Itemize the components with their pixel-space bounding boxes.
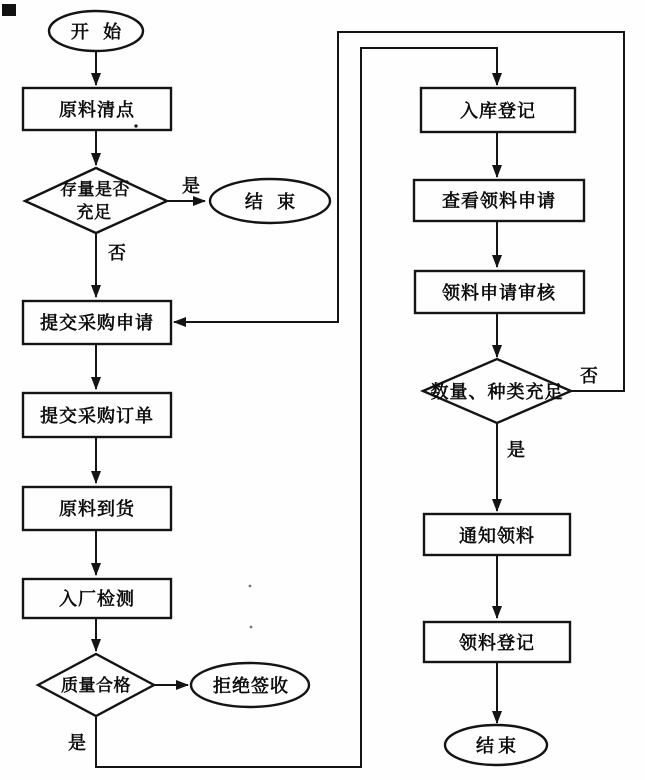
- submit-purchase-request-label: 提交采购申请: [40, 313, 154, 334]
- nodes: [23, 11, 584, 765]
- scan-dot-1: [134, 124, 137, 127]
- factory-inspection-label: 入厂检测: [59, 589, 135, 610]
- material-collection-registration-node: [424, 622, 570, 662]
- quantity-type-sufficient-label: 数量、种类充足: [430, 382, 564, 403]
- scan-dot-2: [249, 585, 252, 588]
- warehouse-registration-node: [421, 88, 575, 132]
- stock-sufficient-label-line1: 存量是否: [60, 180, 130, 200]
- quality-qualified-decision: [38, 654, 154, 716]
- view-material-request-label: 查看领料申请: [442, 191, 556, 212]
- submit-purchase-order-label: 提交采购订单: [40, 406, 154, 427]
- edge-label-quantity-no: 否: [580, 366, 598, 387]
- quality-qualified-label: 质量合格: [61, 676, 131, 696]
- raw-material-inventory-node: [23, 88, 171, 130]
- warehouse-registration-label: 入库登记: [460, 101, 536, 122]
- stock-sufficient-diamond: [25, 168, 167, 233]
- notify-material-collection-node: [424, 514, 570, 555]
- raw-material-arrival-label: 原料到货: [59, 499, 135, 520]
- quantity-type-sufficient-decision: [423, 359, 571, 423]
- edge-label-quality-yes: 是: [68, 733, 86, 754]
- refuse-receipt-label: 拒绝签收: [213, 676, 289, 697]
- stock-sufficient-decision: [25, 168, 167, 233]
- factory-inspection-node: [23, 579, 171, 618]
- start-node: [49, 11, 143, 51]
- material-collection-registration-label: 领料登记: [459, 633, 535, 654]
- start-label: 开 始: [70, 22, 126, 43]
- edge-label-stock-no: 否: [108, 243, 126, 264]
- end-bottom-label: 结束: [476, 736, 520, 757]
- end-top-node: [210, 179, 330, 223]
- view-material-request-node: [414, 180, 584, 221]
- raw-material-inventory-label: 原料清点: [59, 100, 135, 121]
- refuse-receipt-node: [191, 663, 309, 707]
- material-request-review-node: [415, 271, 584, 313]
- end-bottom-node: [445, 725, 547, 765]
- submit-purchase-order-node: [23, 393, 171, 437]
- end-top-label: 结 束: [244, 192, 300, 213]
- stock-sufficient-label-line2: 充足: [76, 203, 112, 223]
- edge-label-stock-yes: 是: [182, 176, 200, 197]
- edge-labels: [68, 176, 598, 754]
- notify-material-collection-label: 通知领料: [459, 526, 535, 547]
- scan-blot-top-left: [2, 4, 16, 16]
- material-request-review-label: 领料申请审核: [442, 283, 556, 304]
- edge-label-quantity-yes: 是: [507, 440, 525, 461]
- submit-purchase-request-node: [23, 301, 171, 344]
- raw-material-arrival-node: [23, 487, 171, 530]
- scan-dot-3: [250, 626, 253, 629]
